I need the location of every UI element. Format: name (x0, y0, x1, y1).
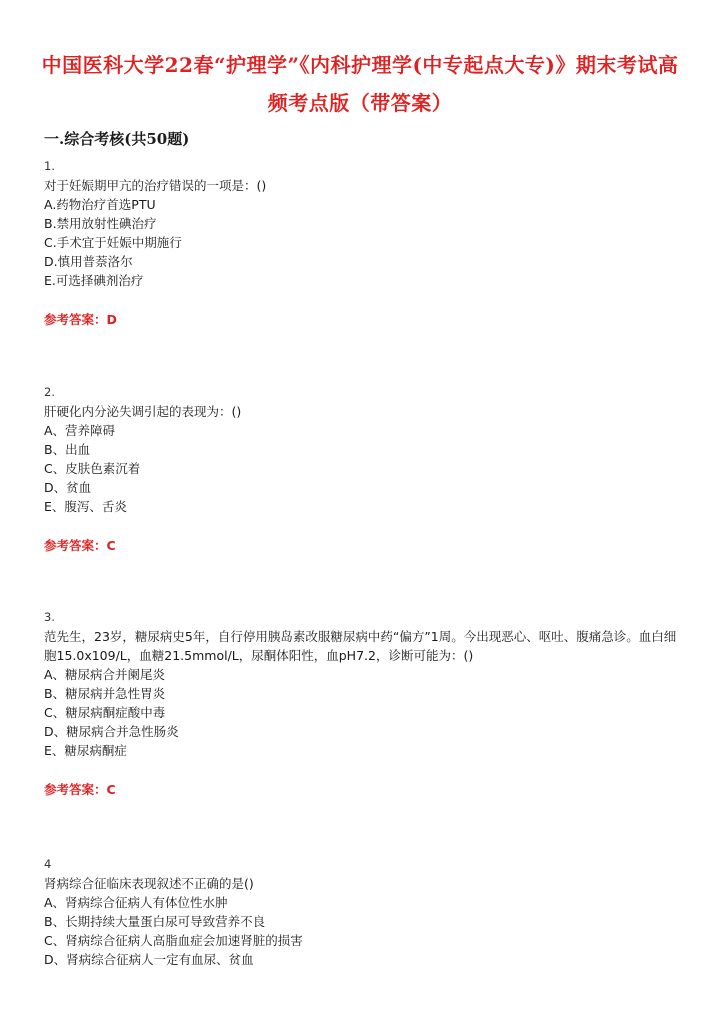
question-1 (44, 157, 684, 329)
question-number: 3. (44, 610, 55, 624)
reference-answer: 参考答案：C (44, 782, 116, 797)
option-d: D、糖尿病合并急性肠炎 (44, 724, 179, 739)
reference-answer: 参考答案：D (44, 312, 117, 327)
option-b: B.禁用放射性碘治疗 (44, 216, 157, 231)
option-a: A、肾病综合征病人有体位性水肿 (44, 895, 228, 910)
question-3 (44, 608, 684, 799)
question-number: 2. (44, 385, 55, 399)
option-c: C、糖尿病酮症酸中毒 (44, 705, 166, 720)
option-c: C.手术宜于妊娠中期施行 (44, 235, 182, 250)
reference-answer: 参考答案：C (44, 538, 116, 553)
document-title (30, 46, 690, 122)
question-number: 1. (44, 159, 55, 173)
option-b: B、糖尿病并急性胃炎 (44, 686, 166, 701)
option-a: A、糖尿病合并阑尾炎 (44, 667, 166, 682)
option-d: D.慎用普萘洛尔 (44, 254, 133, 269)
section-heading: 一.综合考核(共50题) (44, 130, 190, 148)
option-d: D、贫血 (44, 480, 92, 495)
option-e: E、糖尿病酮症 (44, 743, 127, 758)
option-a: A、营养障碍 (44, 423, 116, 438)
question-4 (44, 855, 684, 969)
option-c: C、肾病综合征病人高脂血症会加速肾脏的损害 (44, 933, 303, 948)
title-line-1: 中国医科大学22春“护理学”《内科护理学(中专起点大专)》期末考试高 (41, 53, 679, 77)
question-number: 4 (44, 857, 52, 871)
title-line-2: 频考点版（带答案） (267, 91, 453, 115)
question-text: 范先生，23岁，糖尿病史5年，自行停用胰岛素改服糖尿病中药“偏方”1周。今出现恶心、呕吐、腹痛急诊。血白细胞15.0x109/L，血糖21.5mmol/L，尿酮体阳性，血pH7.2，诊断可能为：() (44, 629, 677, 663)
question-text: 肾病综合征临床表现叙述不正确的是() (44, 876, 254, 891)
option-e: E.可选择碘剂治疗 (44, 273, 144, 288)
option-e: E、腹泻、舌炎 (44, 499, 127, 514)
option-d: D、肾病综合征病人一定有血尿、贫血 (44, 952, 254, 967)
option-a: A.药物治疗首选PTU (44, 197, 156, 212)
question-text: 对于妊娠期甲亢的治疗错误的一项是：() (44, 178, 267, 193)
question-text: 肝硬化内分泌失调引起的表现为：() (44, 404, 242, 419)
option-c: C、皮肤色素沉着 (44, 461, 141, 476)
option-b: B、出血 (44, 442, 91, 457)
question-2 (44, 383, 684, 555)
option-b: B、长期持续大量蛋白尿可导致营养不良 (44, 914, 266, 929)
